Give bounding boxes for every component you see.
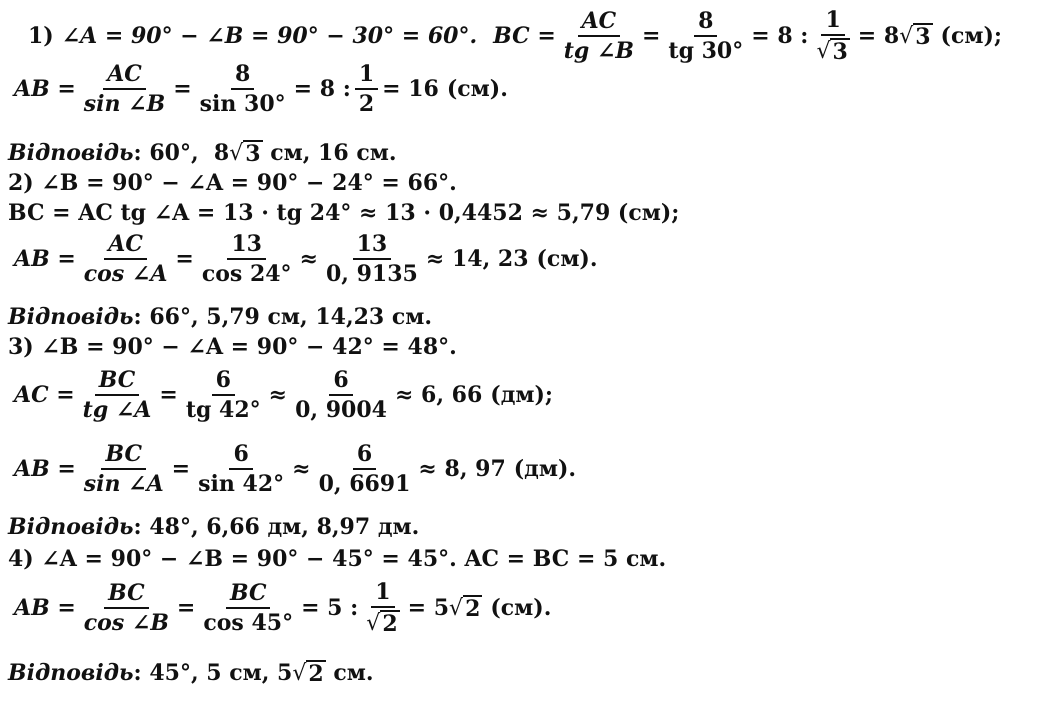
answer-text: см, 16 см.: [262, 140, 397, 167]
fraction-numerator: 13: [353, 232, 392, 260]
p3-ac-unit: (дм);: [490, 382, 554, 409]
p4-answer: [8, 660, 374, 686]
sqrt-argument: 3: [245, 141, 261, 167]
p3-angle-b: 3) ∠B = 90° − ∠A = 90° − 42° = 48°.: [8, 334, 457, 360]
fraction-denominator: sin 42°: [198, 471, 285, 498]
equals-sign: =: [171, 456, 191, 483]
p1-ab-label: AB =: [14, 76, 76, 103]
fraction-denominator: sin 30°: [199, 91, 286, 118]
answer-text: см.: [325, 660, 374, 687]
fraction-numerator: 8: [231, 62, 254, 90]
fraction-denominator: 0, 9004: [295, 397, 387, 424]
approx-sign: ≈: [268, 382, 288, 409]
fraction-denominator: tg 42°: [185, 397, 261, 424]
p3-ac-fraction-2: [182, 368, 265, 422]
p1-answer: [8, 140, 397, 166]
p1-ab-mid: = 8 :: [293, 76, 351, 103]
fraction-denominator: [362, 608, 403, 636]
equals-sign: =: [159, 382, 178, 409]
p3-answer: [8, 514, 419, 540]
p3-ab-fraction-3: [315, 442, 415, 496]
p2-line3: [14, 232, 598, 286]
approx-sign: ≈: [299, 246, 318, 273]
p4-unit: (см).: [490, 595, 552, 622]
p4-angle-a: 4) ∠A = 90° − ∠B = 90° − 45° = 45°. AC = BC = 5 см.: [8, 546, 667, 572]
sqrt-argument: 2: [382, 611, 398, 638]
p2-fraction-1: [80, 232, 172, 286]
fraction-denominator: 0, 9135: [326, 261, 418, 288]
p2-bc-formula: BC = AC tg ∠A = 13 · tg 24° ≈ 13 · 0,4452 ≈ 5,79 (см);: [8, 200, 680, 226]
fraction-denominator: 0, 6691: [318, 471, 411, 498]
equals-sign: =: [175, 246, 194, 273]
fraction-numerator: 13: [227, 232, 266, 260]
answer-text: : 48°, 6,66 дм, 8,97 дм.: [133, 514, 420, 540]
fraction-denominator: [812, 36, 853, 64]
p4-ab-label: AB =: [14, 595, 76, 622]
fraction-denominator: cos 24°: [201, 261, 292, 288]
p4-result: = 5: [407, 595, 450, 622]
answer-text: : 60°, 8: [133, 140, 230, 167]
p2-line2: [8, 200, 679, 226]
p1-ab-fraction-2: [196, 62, 290, 116]
fraction-numerator: 8: [694, 9, 717, 37]
fraction-numerator: BC: [95, 368, 140, 396]
approx-sign: ≈: [292, 456, 311, 483]
p1-ab-result: = 16: [382, 76, 439, 103]
p1-bc-mid: = 8 :: [751, 23, 809, 50]
p2-fraction-3: [322, 232, 422, 286]
fraction-numerator: 1: [821, 8, 844, 36]
p2-result: ≈ 14, 23: [425, 246, 529, 273]
p1-ab-fraction-1: [80, 62, 169, 116]
answer-label: Відповідь: [8, 514, 134, 540]
p1-line1: [28, 8, 1002, 64]
equals-sign: =: [176, 595, 196, 622]
p3-line2: [14, 368, 553, 422]
fraction-denominator: sin ∠A: [83, 471, 164, 498]
fraction-denominator: tg 30°: [668, 38, 744, 65]
p2-angle-b: 2) ∠B = 90° − ∠A = 90° − 24° = 66°.: [8, 170, 457, 196]
sqrt-symbol: √ 2: [292, 661, 324, 687]
sqrt-symbol: √ 3: [899, 24, 931, 51]
p1-bc-fraction-2: [664, 9, 747, 63]
fraction-numerator: 6: [353, 442, 376, 470]
fraction-denominator: 2: [358, 91, 375, 118]
fraction-denominator: cos ∠B: [83, 610, 169, 637]
p1-angle-a: ∠A = 90° − ∠B = 90° − 30° = 60°.: [61, 23, 478, 50]
p3-ab-fraction-1: [80, 442, 168, 496]
p1-number: 1): [28, 23, 54, 50]
p2-fraction-2: [198, 232, 296, 286]
fraction-numerator: 6: [212, 368, 235, 396]
p2-ab-label: AB =: [14, 246, 76, 273]
p1-line2: [14, 62, 508, 116]
sqrt-argument: 2: [465, 596, 481, 623]
fraction-numerator: 6: [229, 442, 252, 470]
fraction-numerator: 6: [329, 368, 352, 396]
p3-ab-unit: (дм).: [513, 456, 577, 483]
p3-ac-fraction-3: [291, 368, 391, 422]
p4-fraction-1: [80, 581, 173, 635]
fraction-numerator: BC: [226, 581, 271, 609]
p1-bc-result: = 8: [857, 23, 900, 50]
fraction-denominator: tg ∠A: [82, 397, 152, 424]
p1-bc-fraction-3: [812, 8, 853, 64]
sqrt-symbol: √ 3: [816, 39, 848, 66]
p3-ab-label: AB =: [14, 456, 76, 483]
fraction-numerator: BC: [104, 581, 149, 609]
p3-line1: [8, 334, 457, 360]
fraction-numerator: AC: [103, 62, 146, 90]
p4-fraction-3: [362, 580, 403, 636]
answer-label: Відповідь: [8, 304, 134, 330]
sqrt-symbol: √ 3: [229, 141, 261, 167]
fraction-denominator: cos 45°: [203, 610, 294, 637]
fraction-denominator: cos ∠A: [83, 261, 168, 288]
sqrt-argument: 2: [308, 661, 324, 687]
answer-label: Відповідь: [8, 140, 134, 167]
p2-unit: (см).: [536, 246, 598, 273]
p1-bc-unit: (см);: [940, 23, 1002, 50]
p3-line3: [14, 442, 576, 496]
fraction-numerator: BC: [101, 442, 146, 470]
p3-ab-result: ≈ 8, 97: [418, 456, 506, 483]
equals-sign: =: [173, 76, 192, 103]
fraction-numerator: 1: [355, 62, 378, 90]
p3-ac-result: ≈ 6, 66: [394, 382, 483, 409]
sqrt-symbol: √ 2: [449, 596, 481, 623]
equals-sign: =: [641, 23, 661, 50]
p1-bc-label: BC =: [493, 23, 556, 50]
p3-ac-fraction-1: [79, 368, 156, 422]
p4-mid: = 5 :: [301, 595, 359, 622]
p2-answer: [8, 304, 432, 330]
p4-line1: [8, 546, 666, 572]
answer-label: Відповідь: [8, 660, 134, 687]
p1-ab-unit: (см).: [446, 76, 508, 103]
answer-text: : 66°, 5,79 см, 14,23 см.: [133, 304, 433, 330]
fraction-numerator: AC: [104, 232, 147, 260]
fraction-numerator: AC: [578, 9, 621, 37]
p4-fraction-2: [199, 581, 297, 635]
p4-line2: [14, 580, 551, 636]
fraction-denominator: tg ∠B: [563, 38, 634, 65]
fraction-denominator: sin ∠B: [83, 91, 166, 118]
answer-text: : 45°, 5 см, 5: [133, 660, 293, 687]
p1-ab-fraction-3: [355, 62, 378, 116]
sqrt-symbol: √ 2: [366, 611, 398, 638]
sqrt-argument: 3: [832, 39, 848, 66]
p2-line1: [8, 170, 457, 196]
p3-ac-label: AC =: [14, 382, 75, 409]
p3-ab-fraction-2: [194, 442, 288, 496]
fraction-numerator: 1: [371, 580, 394, 608]
sqrt-argument: 3: [915, 24, 931, 51]
p1-bc-fraction-1: [560, 9, 638, 63]
